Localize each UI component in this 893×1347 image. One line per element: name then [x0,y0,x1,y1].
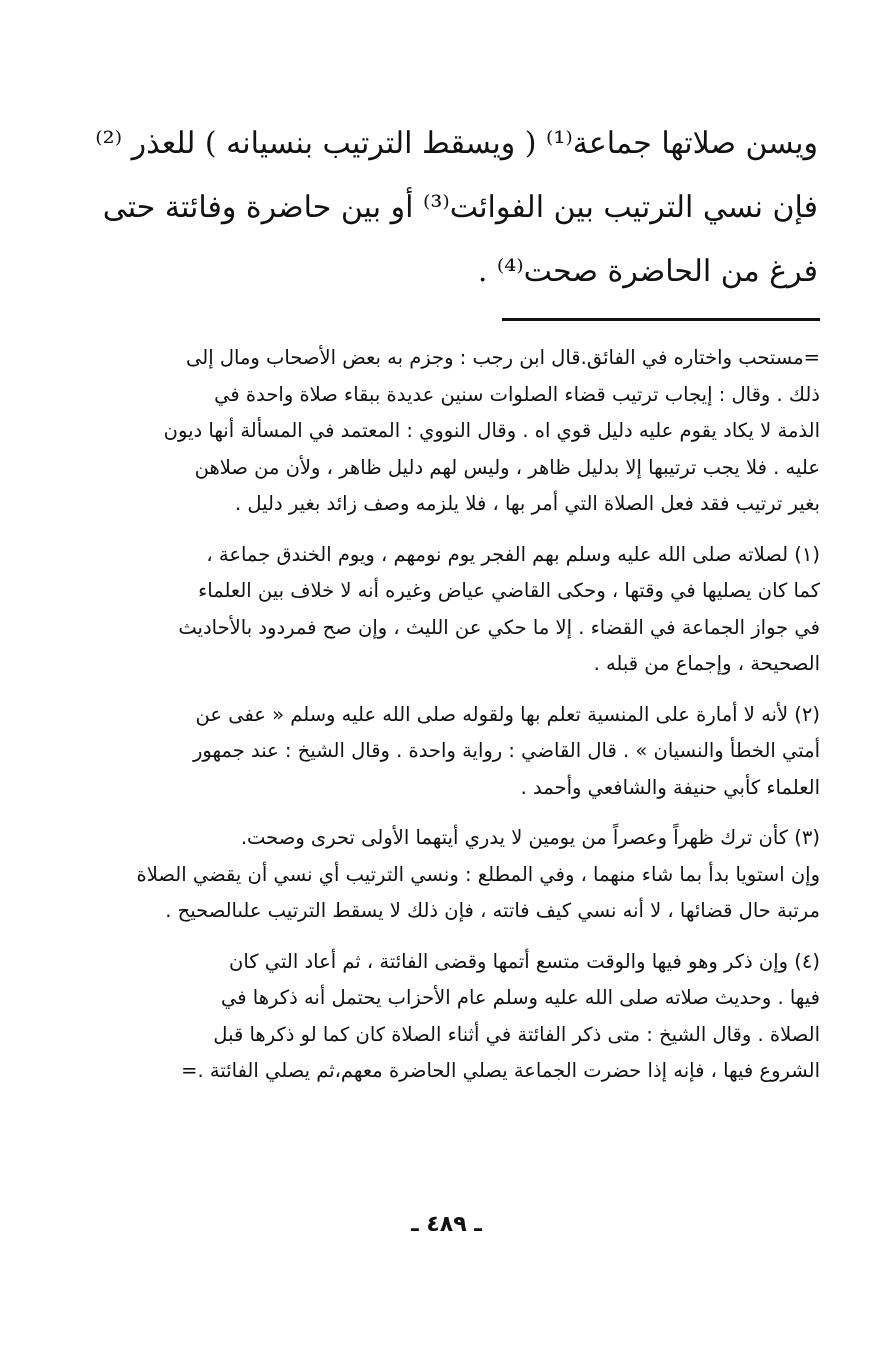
footnote-line: (٤) وإن ذكر وهو فيها والوقت متسع أتمها وقضى الفائتة ، ثم أعاد التي كان [229,949,820,973]
footnote-line: عليه . فلا يجب ترتيبها إلا بدليل ظاهر ، وليس لهم دليل ظاهر ، ولأن من صلاهن [194,455,820,479]
footnote-line: وإن استويا بدأ بما شاء منهما ، وفي المطلع : ونسي الترتيب أي نسي أن يقضي الصلاة [136,862,820,886]
main-text-line: فرغ من الحاضرة صحت⁽⁴⁾ . [477,254,818,289]
footnote-separator [502,318,820,321]
footnote-line: ذلك . وقال : إيجاب ترتيب قضاء الصلوات سنين عديدة ببقاء صلاة واحدة في [214,382,820,406]
main-text-line: ويسن صلاتها جماعة⁽¹⁾ ( ويسقط الترتيب بنسيانه ) للعذر ⁽²⁾ [95,126,818,161]
main-text-line: فإن نسي الترتيب بين الفوائت⁽³⁾ أو بين حاضرة وفائتة حتى [102,190,818,225]
footnote-line: الصلاة . وقال الشيخ : متى ذكر الفائتة في أثناء الصلاة كان كما لو ذكرها قبل [213,1022,820,1046]
footnote-1 [90,537,820,683]
footnotes-block [90,340,820,1104]
footnote-line: فيها . وحديث صلاته صلى الله عليه وسلم عام الأحزاب يحتمل أنه ذكرها في [221,986,820,1009]
footnote-3 [90,820,820,930]
main-text-block [90,112,818,304]
footnote-line: العلماء كأبي حنيفة والشافعي وأحمد . [520,775,820,799]
footnote-4 [90,944,820,1090]
footnote-line: (٣) كأن ترك ظهراً وعصراً من يومين لا يدري أيتهما الأولى تحرى وصحت. [240,826,820,849]
page-number: ـ ٤٨٩ ـ [411,1212,482,1237]
footnote-line: =مستحب واختاره في الفائق.قال ابن رجب : وجزم به بعض الأصحاب ومال إلى [186,346,820,369]
footnote-line: الصحيحة ، وإجماع من قبله . [593,652,820,675]
footnote-line: (١) لصلاته صلى الله عليه وسلم بهم الفجر يوم نومهم ، ويوم الخندق جماعة ، [206,542,820,566]
footnote-line: مرتبة حال قضائها ، لا أنه نسي كيف فاتته ، فإن ذلك لا يسقط الترتيب علىالصحيح . [165,899,820,922]
footnote-line: الشروع فيها ، فإنه إذا حضرت الجماعة يصلي الحاضرة معهم،ثم يصلي الفائتة .= [181,1059,820,1082]
footnote-2 [90,697,820,807]
footnote-continuation [90,340,820,523]
footnote-line: في جواز الجماعة في القضاء . إلا ما حكي عن الليث ، وإن صح فمردود بالأحاديث [178,615,820,639]
footnote-line: أمتي الخطأ والنسيان » . قال القاضي : رواية واحدة . وقال الشيخ : عند جمهور [192,739,820,762]
footnote-line: كما كان يصليها في وقتها ، وحكى القاضي عياض وغيره أنه لا خلاف بين العلماء [198,579,820,602]
footnote-line: (٢) لأنه لا أمارة على المنسية تعلم بها ولقوله صلى الله عليه وسلم « عفى عن [195,702,820,726]
footnote-line: بغير ترتيب فقد فعل الصلاة التي أمر بها ، فلا يلزمه وصف زائد بغير دليل . [234,492,820,515]
footnote-line: الذمة لا يكاد يقوم عليه دليل قوي اه . وقال النووي : المعتمد في المسألة أنها ديون [163,419,820,442]
